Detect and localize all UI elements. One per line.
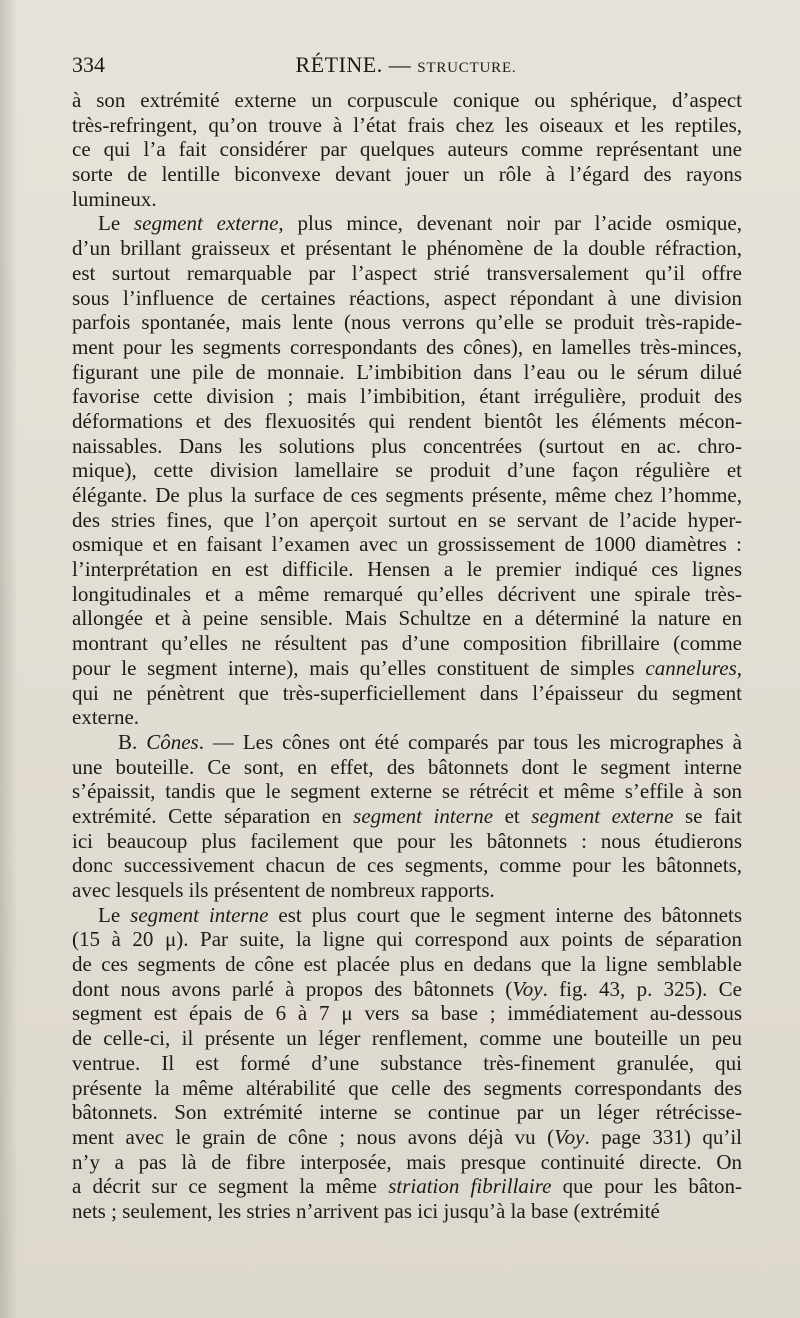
text-line: (15 à 20 μ). Par suite, la ligne qui correspond aux points de séparation <box>72 927 742 952</box>
text-line: externe. <box>72 705 140 730</box>
text-line: parfois spontanée, mais lente (nous verrons qu’elle se produit très-rapide- <box>72 310 742 335</box>
text-line: donc successivement chacun de ces segments, comme pour les bâtonnets, <box>72 853 742 878</box>
text-line: élégante. De plus la surface de ces segments présente, même chez l’homme, <box>72 483 742 507</box>
text-line: sorte de lentille biconvexe devant jouer un rôle à l’égard des rayons <box>72 162 742 187</box>
text-line: naissables. Dans les solutions plus concentrées (surtout en ac. chro- <box>72 433 742 458</box>
text-line: qui ne pénètrent que très-superficiellement dans l’épaisseur du segment <box>72 680 742 705</box>
text-line: présente la même altérabilité que celle des segments correspondants des <box>72 1075 742 1100</box>
text-line: déformations et des flexuosités qui rendent bientôt les éléments mécon- <box>72 408 742 433</box>
text-line: montrant qu’elles ne résultent pas d’une composition fibrillaire (comme <box>72 631 742 656</box>
running-head-title: RÉTINE. <box>295 52 383 77</box>
text-line: nets ; seulement, les stries n’arrivent pas ici jusqu’à la base (extrémité <box>72 1198 660 1223</box>
text-line: d’un brillant graisseux et présentant le phénomène de la double réfraction, <box>72 236 742 261</box>
page-header <box>72 52 740 86</box>
text-line: B. Cônes. — Les cônes ont été comparés par tous les micrographes à <box>118 729 742 754</box>
text-line: osmique et en faisant l’examen avec un grossissement de 1000 diamètres : <box>72 532 742 557</box>
text-line: n’y a pas là de fibre interposée, mais presque continuité directe. On <box>72 1149 742 1174</box>
running-head-section: STRUCTURE. <box>417 60 517 76</box>
text-line: très-refringent, qu’on trouve à l’état frais chez les oiseaux et les reptiles, <box>72 112 742 137</box>
text-line: Le segment externe, plus mince, devenant noir par l’acide osmique, <box>98 211 742 236</box>
text-line: ventrue. Il est formé d’une substance très-finement granulée, qui <box>72 1050 742 1075</box>
text-line: l’interprétation en est difficile. Hensen a le premier indiqué ces lignes <box>72 557 742 582</box>
text-line: avec lesquels ils présentent de nombreux rapports. <box>72 878 495 902</box>
text-line: mique), cette division lamellaire se produit d’une façon régulière et <box>72 458 742 483</box>
text-line: à son extrémité externe un corpuscule conique ou sphérique, d’aspect <box>72 88 742 112</box>
text-line: de ces segments de cône est placée plus en dedans que la ligne semblable <box>72 952 742 977</box>
text-line: des stries fines, que l’on aperçoit surtout en se servant de l’acide hyper- <box>72 507 742 532</box>
text-line: a décrit sur ce segment la même striation fibrillaire que pour les bâton- <box>72 1174 742 1199</box>
text-line: bâtonnets. Son extrémité interne se continue par un léger rétrécisse- <box>72 1100 742 1125</box>
page-number: 334 <box>72 52 105 77</box>
text-line: favorise cette division ; mais l’imbibition, étant irrégulière, produit des <box>72 384 742 409</box>
text-line: figurant une pile de monnaie. L’imbibition dans l’eau ou le sérum dilué <box>72 359 742 384</box>
text-line: dont nous avons parlé à propos des bâtonnets (Voy. fig. 43, p. 325). Ce <box>72 976 742 1001</box>
text-line: extrémité. Cette séparation en segment interne et segment externe se fait <box>72 803 742 828</box>
text-line: une bouteille. Ce sont, en effet, des bâtonnets dont le segment interne <box>72 754 742 779</box>
text-line: lumineux. <box>72 186 157 211</box>
text-line: longitudinales et a même remarqué qu’elles décrivent une spirale très- <box>72 581 742 606</box>
text-line: de celle-ci, il présente un léger renflement, comme une bouteille un peu <box>72 1026 742 1051</box>
body-text <box>72 88 742 1224</box>
text-line: ici beaucoup plus facilement que pour les bâtonnets : nous étudierons <box>72 828 742 853</box>
text-line: allongée et à peine sensible. Mais Schultze en a déterminé la nature en <box>72 606 742 631</box>
text-line: est surtout remarquable par l’aspect strié transversalement qu’il offre <box>72 260 742 285</box>
text-line: ment pour les segments correspondants des cônes), en lamelles très-minces, <box>72 334 742 359</box>
text-line: s’épaissit, tandis que le segment externe se rétrécit et même s’effile à son <box>72 779 742 804</box>
text-line: sous l’influence de certaines réactions, aspect répondant à une division <box>72 285 742 310</box>
text-line: Le segment interne est plus court que le segment interne des bâtonnets <box>98 902 742 927</box>
text-line: ce qui l’a fait considérer par quelques auteurs comme représentant une <box>72 137 742 162</box>
text-line: pour le segment interne), mais qu’elles constituent de simples cannelures, <box>72 655 742 680</box>
running-head <box>72 52 740 78</box>
text-line: ment avec le grain de cône ; nous avons déjà vu (Voy. page 331) qu’il <box>72 1124 742 1149</box>
text-line: segment est épais de 6 à 7 μ vers sa base ; immédiatement au-dessous <box>72 1001 742 1026</box>
running-head-dash: — <box>388 52 412 77</box>
